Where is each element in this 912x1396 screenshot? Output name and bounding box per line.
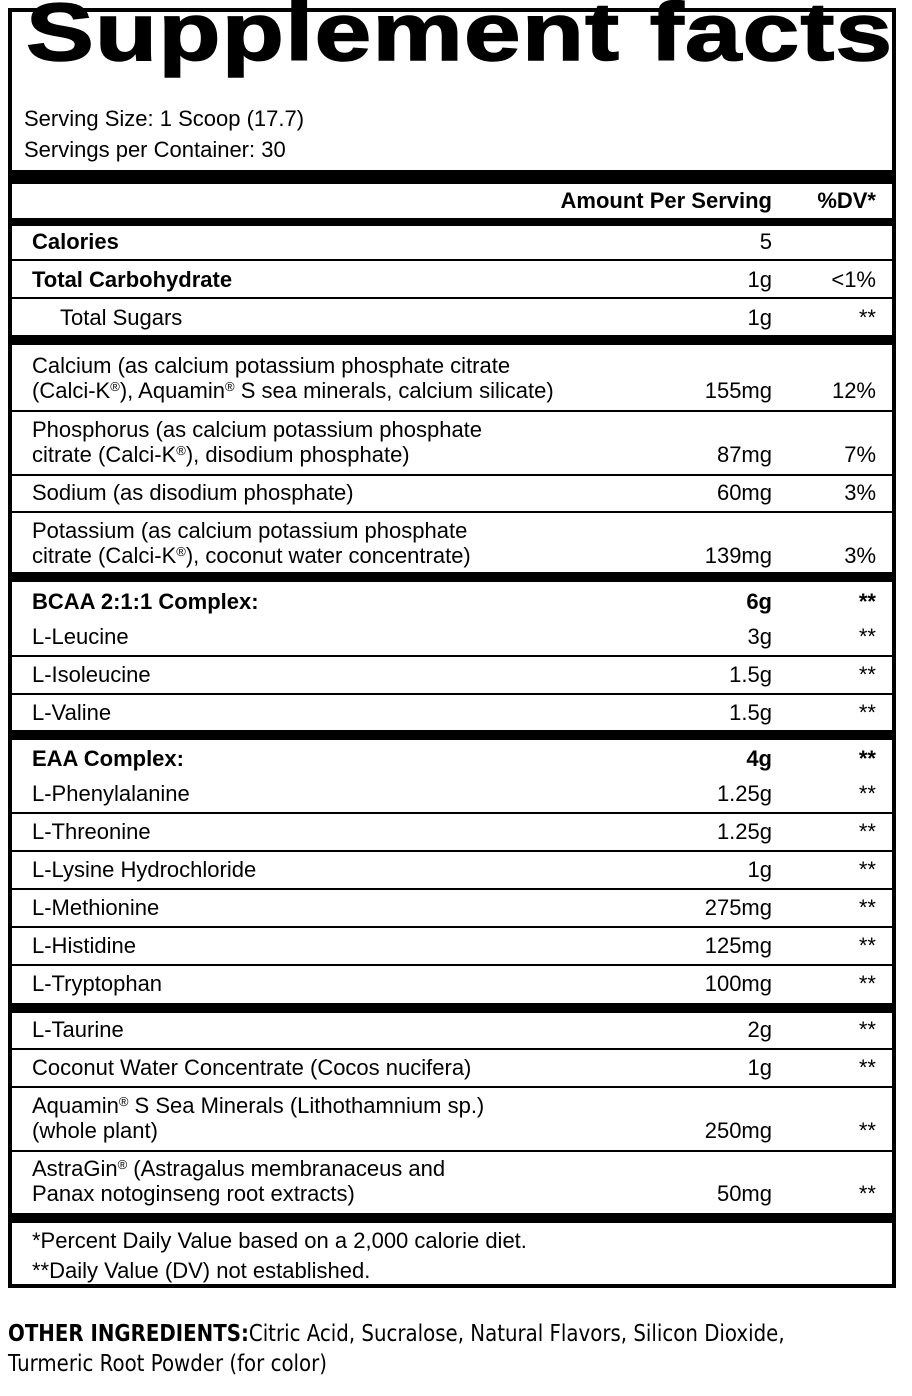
servings-per-container: Servings per Container: 30 [24, 137, 286, 162]
row-name: L-Valine [32, 700, 112, 725]
row-name: L-Taurine [32, 1017, 124, 1042]
row-dv: ** [858, 857, 876, 882]
other-ingredients [8, 1320, 785, 1348]
footnote-dv: *Percent Daily Value based on a 2,000 calorie diet. [32, 1228, 527, 1253]
row-amount: 275mg [704, 895, 772, 920]
row-divider [8, 474, 896, 476]
row-name-line2: citrate (Calci-K®), disodium phosphate) [32, 442, 410, 467]
row-name: L-Methionine [32, 895, 160, 920]
row-dv: 7% [844, 442, 876, 467]
row-dv: ** [858, 700, 876, 725]
row-amount: 139mg [704, 543, 772, 568]
row-amount: 1.5g [729, 700, 772, 725]
row-divider [8, 511, 896, 513]
row-name-line1: Potassium (as calcium potassium phosphate [32, 518, 468, 543]
row-name-line2: (Calci-K®), Aquamin® S sea minerals, calcium silicate) [32, 378, 554, 403]
row-dv: ** [858, 746, 876, 771]
row-amount: 1g [747, 305, 772, 330]
thick-divider [8, 572, 896, 582]
header-amount: Amount Per Serving [560, 188, 772, 213]
row-name: EAA Complex: [32, 746, 184, 771]
row-dv: ** [858, 589, 876, 614]
row-dv: ** [858, 305, 876, 330]
row-divider [8, 812, 896, 814]
row-dv: <1% [831, 267, 876, 292]
row-divider [8, 410, 896, 412]
thick-divider [8, 730, 896, 740]
row-name: L-Threonine [32, 819, 151, 844]
row-amount: 1.5g [729, 662, 772, 687]
row-name-line1: Phosphorus (as calcium potassium phosphate [32, 417, 483, 442]
row-name-line1: AstraGin® (Astragalus membranaceus and [32, 1156, 446, 1181]
row-amount: 1g [747, 267, 772, 292]
row-name: L-Phenylalanine [32, 781, 190, 806]
row-name: Sodium (as disodium phosphate) [32, 480, 354, 505]
row-name-line2: citrate (Calci-K®), coconut water concentrate) [32, 543, 471, 568]
row-name: L-Leucine [32, 624, 129, 649]
row-dv: ** [858, 1017, 876, 1042]
row-name-line2: (whole plant) [32, 1118, 158, 1143]
row-amount: 1.25g [716, 781, 772, 806]
row-name: Total Carbohydrate [32, 267, 233, 292]
thick-divider [8, 335, 896, 345]
row-dv: ** [858, 781, 876, 806]
row-dv: 12% [831, 378, 876, 403]
row-name: BCAA 2:1:1 Complex: [32, 589, 259, 614]
row-dv: ** [858, 819, 876, 844]
row-amount: 60mg [716, 480, 772, 505]
row-divider [8, 693, 896, 695]
row-amount: 50mg [716, 1181, 772, 1206]
row-dv: ** [858, 624, 876, 649]
row-divider [8, 850, 896, 852]
row-dv: ** [858, 1181, 876, 1206]
row-dv: ** [858, 662, 876, 687]
row-name-line1: Calcium (as calcium potassium phosphate citrate [32, 353, 511, 378]
row-amount: 87mg [716, 442, 772, 467]
row-amount: 1g [747, 857, 772, 882]
row-name: Coconut Water Concentrate (Cocos nucifera) [32, 1055, 472, 1080]
row-dv: 3% [844, 543, 876, 568]
other-ingredients-line1: Citric Acid, Sucralose, Natural Flavors, Silicon Dioxide, [248, 1321, 785, 1347]
row-amount: 3g [747, 624, 772, 649]
header-dv: %DV* [817, 188, 876, 213]
row-divider [8, 259, 896, 261]
row-name: Calories [32, 229, 119, 254]
serving-size: Serving Size: 1 Scoop (17.7) [24, 106, 305, 131]
thick-divider [8, 170, 896, 184]
panel-title: Supplement facts [26, 0, 894, 78]
row-amount: 1g [747, 1055, 772, 1080]
row-amount: 5 [759, 229, 772, 254]
row-amount: 4g [746, 746, 772, 771]
row-name-line2: Panax notoginseng root extracts) [32, 1181, 355, 1206]
thick-divider [8, 1213, 896, 1223]
row-name: L-Histidine [32, 933, 136, 958]
row-divider [8, 1048, 896, 1050]
row-name-line1: Aquamin® S Sea Minerals (Lithothamnium sp.) [32, 1093, 485, 1118]
row-dv: ** [858, 971, 876, 996]
row-dv: 3% [844, 480, 876, 505]
row-dv: ** [858, 895, 876, 920]
row-divider [8, 297, 896, 299]
row-amount: 155mg [704, 378, 772, 403]
row-divider [8, 888, 896, 890]
thick-divider [8, 1003, 896, 1013]
row-divider [8, 926, 896, 928]
footnote-not-established: **Daily Value (DV) not established. [32, 1258, 371, 1283]
row-amount: 1.25g [716, 819, 772, 844]
row-dv: ** [858, 1118, 876, 1143]
row-divider [8, 655, 896, 657]
row-name: Total Sugars [60, 305, 183, 330]
other-ingredients-line2: Turmeric Root Powder (for color) [8, 1351, 328, 1377]
row-amount: 2g [747, 1017, 772, 1042]
medium-divider [8, 218, 896, 226]
row-divider [8, 1150, 896, 1152]
row-amount: 250mg [704, 1118, 772, 1143]
row-dv: ** [858, 933, 876, 958]
row-name: L-Lysine Hydrochloride [32, 857, 257, 882]
row-divider [8, 1086, 896, 1088]
row-dv: ** [858, 1055, 876, 1080]
row-amount: 6g [746, 589, 772, 614]
row-name: L-Isoleucine [32, 662, 151, 687]
row-divider [8, 964, 896, 966]
row-name: L-Tryptophan [32, 971, 163, 996]
row-amount: 100mg [704, 971, 772, 996]
other-ingredients-label: OTHER INGREDIENTS: [8, 1321, 249, 1347]
row-amount: 125mg [704, 933, 772, 958]
